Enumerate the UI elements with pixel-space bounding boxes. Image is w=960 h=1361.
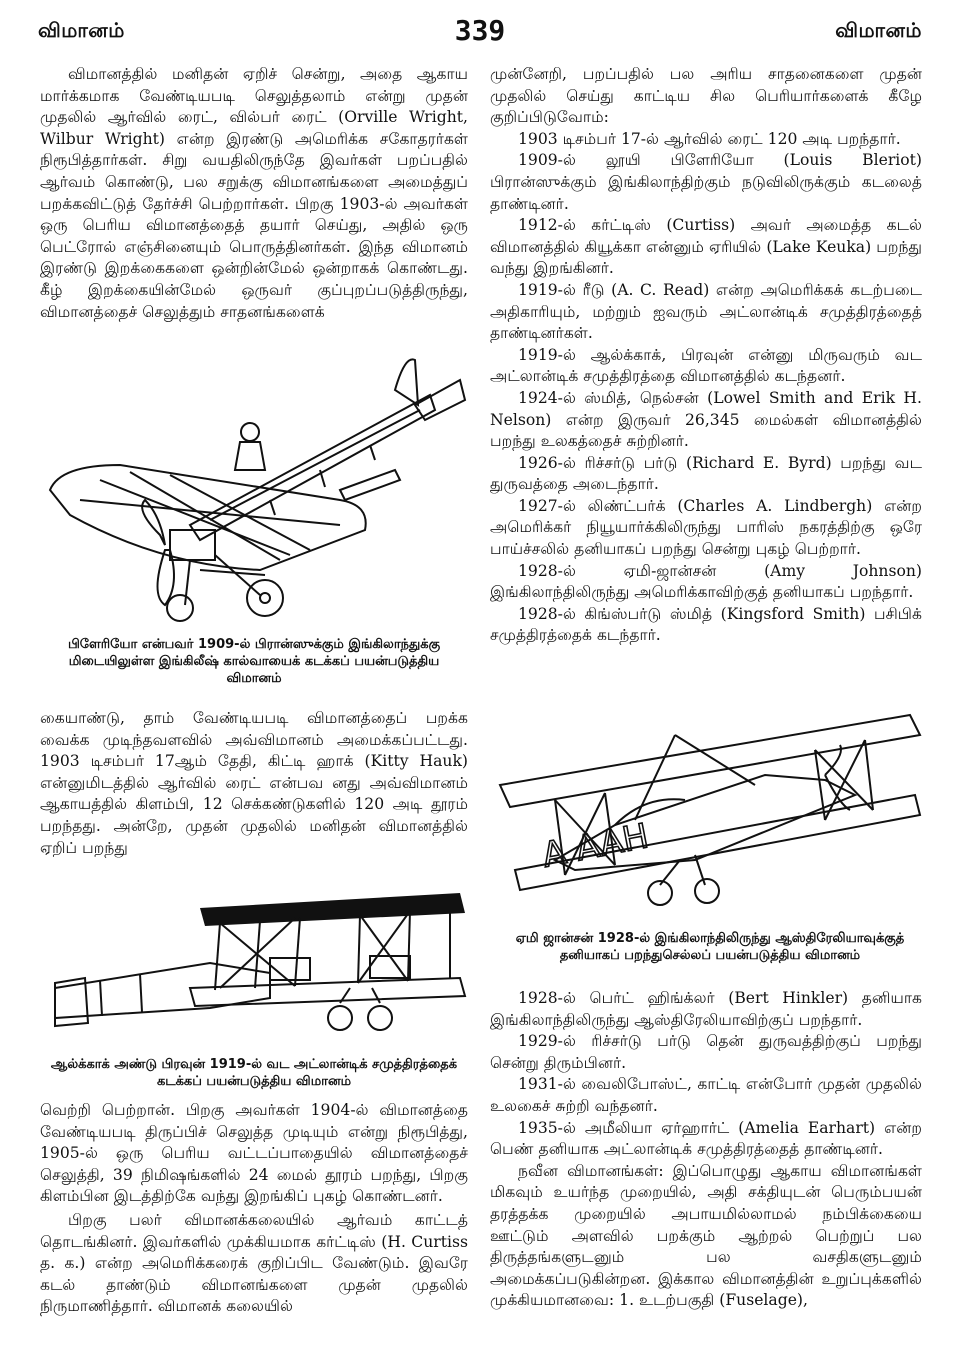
left-para-3 [40, 1100, 468, 1208]
paragraph-intro: முன்னேறி, பறப்பதில் பல அரிய சாதனைகளை முதன் முதலில் செய்து காட்டிய சில பெரியார்களைக் கீழே குறிப்பிடுவோம்: [490, 65, 922, 127]
plane-registration-markings: A AAH [539, 816, 652, 876]
left-para-4 [40, 1210, 468, 1318]
chronology-entry: 1928-ல் ஏமி-ஜான்சன் (Amy Johnson) இங்கிலாந்திலிருந்து அமெரிக்காவிற்குத் தனியாகப் பறந்தார். [490, 561, 922, 602]
chronology-entry: 1912-ல் கர்ட்டிஸ் (Curtiss) அவர் அமைத்த கடல் விமானத்தில் கியூக்கா என்னும் ஏரியில் (Lake Keuka) பறந்து வந்து இறங்கினர். [490, 216, 922, 278]
paragraph-modern-aircraft: நவீன விமானங்கள்: இப்பொழுது ஆகாய விமானங்கள் மிகவும் உயர்ந்த முறையில், அதி சக்தியுடன் பெரும்பயன் தரத்தக்க முறையில் அபாயமில்லாமல் நம்பிக்கையை ஊட்டும் அளவில் பறக்கும் ஆற்றல் பெற்றுப் பல திருத்தங்களுடனும் பல வசதிகளுடனும் அமைக்கப்படுகின்றன. இக்கால விமானத்தின் உறுப்புக்களில் முக்கியமானவை: 1. உடற்பகுதி (Fuselage), [490, 1161, 922, 1310]
paragraph: கையாண்டு, தாம் வேண்டியபடி விமானத்தைப் பறக்க வைக்க முடிந்தவளவில் அவ்விமானம் அமைக்கப்பட்டது. 1903 டிசம்பர் 17ஆம் தேதி, கிட்டி ஹாக் (Kitty Hauk) என்னுமிடத்தில் ஆர்வில் ரைட் என்பவ னது அவ்விமானம் ஆகாயத்தில் கிளம்பி, 12 செக்கண்டுகளில் 120 அடி தூரம் பறந்தது. அன்றே, முதன் முதலில் மனிதன் விமானத்தில் ஏறிப் பறந்து [40, 709, 468, 857]
left-para-2 [40, 708, 468, 859]
chronology-entry: 1931-ல் வைலிபோஸ்ட், காட்டி என்போர் முதன் முதலில் உலகைச் சுற்றி வந்தனர். [490, 1075, 922, 1115]
bleriot-monoplane-illustration [40, 350, 470, 635]
chronology-entry: 1909-ல் லூயி பிளேரியோ (Louis Bleriot) பிரான்ஸுக்கும் இங்கிலாந்திற்கும் நடுவிலிருக்கும் கடலைத் தாண்டினர். [490, 151, 922, 213]
paragraph: விமானத்தில் மனிதன் ஏறிச் சென்று, அதை ஆகாய மார்க்கமாக வேண்டியபடி செலுத்தலாம் என்று முதன் முதலில் ஆர்வில் ரைட், வில்பர் ரைட் (Orville Wright, Wilbur Wright) என்ற இரண்டு அமெரிக்க சகோதரர்கள் நிரூபித்தார்கள். சிறு வயதிலிருந்தே இவர்கள் பறப்பதில் ஆர்வம் கொண்டு, பல சறுக்கு விமானங்களை அமைத்துப் பறக்கவிட்டுத் தேர்ச்சி பெற்றார்கள். பிறகு 1903-ல் அவர்கள் ஒரு பெரிய விமானத்தைத் தயார் செய்து, அதில் ஒரு பெட்ரோல் எஞ்சினையும் பொருத்தினர்கள். இந்த விமானம் இரண்டு இறக்கைகளை ஒன்றின்மேல் ஒன்றாகக் கொண்டது. கீழ் இறக்கையின்மேல் ஒருவர் குப்புறப்படுத்திருந்து, விமானத்தைச் செலுத்தும் சாதனங்களைக் [40, 65, 468, 321]
running-head-left: விமானம் [38, 18, 125, 42]
amy-johnson-biplane-illustration [495, 695, 925, 920]
alcock-brown-biplane-illustration [40, 878, 470, 1048]
chronology-entry: 1929-ல் ரிச்சர்டு பர்டு தென் துருவத்திற்குப் பறந்து சென்று திரும்பினர். [490, 1032, 922, 1072]
chronology-entry: 1903 டிசம்பர் 17-ல் ஆர்வில் ரைட் 120 அடி பறந்தார். [518, 129, 901, 148]
chronology-entry: 1928-ல் பெர்ட் ஹிங்க்லர் (Bert Hinkler) தனியாக இங்கிலாந்திலிருந்து ஆஸ்திரேலியாவிற்குப் பறந்தார். [490, 989, 922, 1029]
left-para-1 [40, 64, 468, 323]
figure-caption-amy-johnson: ஏமி ஜான்சன் 1928-ல் இங்கிலாந்திலிருந்து ஆஸ்திரேலியாவுக்குத் தனியாகப் பறந்துசெல்லப் பயன்படுத்திய விமானம் [515, 931, 905, 963]
chronology-entry: 1927-ல் லிண்ட்பர்க் (Charles A. Lindbergh) என்ற அமெரிக்கர் நியூயார்க்கிலிருந்து பாரிஸ் நகரத்திற்கு ஒரே பாய்ச்சலில் தனியாகப் பறந்து சென்று புகழ் பெற்றார். [490, 496, 922, 559]
page-header [38, 14, 922, 54]
right-chronology-1 [490, 64, 922, 647]
paragraph: வெற்றி பெற்றான். பிறகு அவர்கள் 1904-ல் விமானத்தை வேண்டியபடி திருப்பிச் செலுத்த முடியும் என்று நிரூபித்து, 1905-ல் ஒரு பெரிய வட்டப்பாதையில் விமானத்தைச் செலுத்தி, 39 நிமிஷங்களில் 24 மைல் தூரம் பறந்து, பிறகு கிளம்பின இடத்திற்கே வந்து இறங்கிப் புகழ் கொண்டனர். [40, 1101, 468, 1206]
chronology-entry: 1924-ல் ஸ்மித், நெல்சன் (Lowel Smith and Erik H. Nelson) என்ற இருவர் 26,345 மைல்கள் விமானத்தில் பறந்து உலகத்தைச் சுற்றினர். [490, 388, 922, 451]
right-chronology-2 [490, 988, 922, 1312]
chronology-entry: 1919-ல் ரீடு (A. C. Read) என்ற அமெரிக்கக் கடற்படை அதிகாரியும், மற்றும் ஐவரும் அட்லான்டிக் சமுத்திரத்தைத் தாண்டினர்கள். [490, 280, 922, 343]
chronology-entry: 1926-ல் ரிச்சர்டு பர்டு (Richard E. Byrd) பறந்து வட துருவத்தை அடைந்தார். [490, 453, 922, 494]
running-head-right: விமானம் [835, 18, 922, 42]
chronology-entry: 1928-ல் கிங்ஸ்பர்டு ஸ்மித் (Kingsford Smith) பசிபிக் சமுத்திரத்தைக் கடந்தார். [490, 604, 922, 645]
figure-caption-bleriot: பிளேரியோ என்பவர் 1909-ல் பிரான்ஸுக்கும் இங்கிலாந்துக்கு மிடையிலுள்ள இங்கிலீஷ் கால்வாயைக் கடக்கப் பயன்படுத்திய விமானம் [67, 637, 441, 686]
figure-caption-alcock-brown: ஆல்க்காக் அண்டு பிரவுன் 1919-ல் வட அட்லான்டிக் சமுத்திரத்தைக் கடக்கப் பயன்படுத்திய விமானம் [50, 1057, 458, 1089]
paragraph: பிறகு பலர் விமானக்கலையில் ஆர்வம் காட்டத் தொடங்கினர். இவர்களில் முக்கியமாக கர்ட்டிஸ் (H. Curtiss த. க.) என்ற அமெரிக்கரைக் குறிப்பிட வேண்டும். இவரே கடல் தாண்டும் விமானங்களை முதன் முதலில் நிருமாணித்தார். விமானக் கலையில் [40, 1211, 468, 1316]
page-number: 339 [454, 14, 506, 47]
chronology-entry: 1919-ல் ஆல்க்காக், பிரவுன் என்னு மிருவரும் வட அட்லான்டிக் சமுத்திரத்தை விமானத்தில் கடந்தனர். [490, 345, 922, 386]
chronology-entry: 1935-ல் அமீலியா ஏர்ஹார்ட் (Amelia Earhart) என்ற பெண் தனியாக அட்லான்டிக் சமுத்திரத்தைத் தாண்டினர். [490, 1118, 922, 1159]
